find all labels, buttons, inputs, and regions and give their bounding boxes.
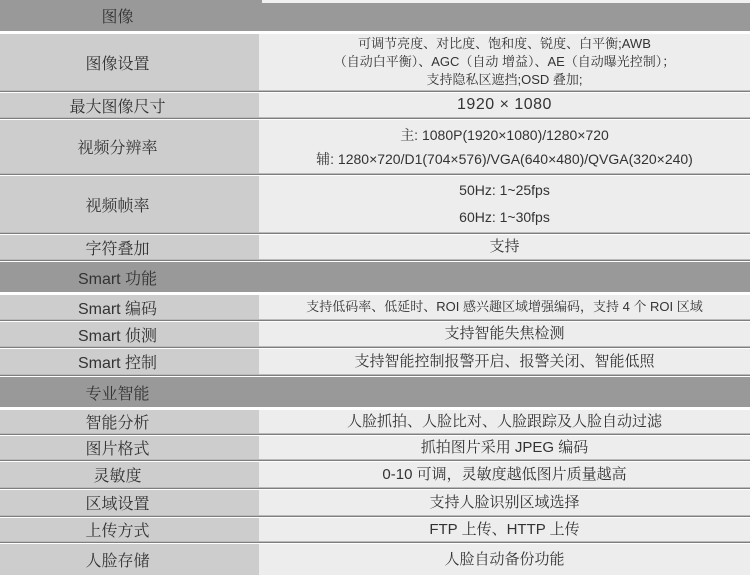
top-edge-highlight <box>262 0 750 3</box>
spec-row-label: 视频帧率 <box>0 176 259 232</box>
spec-value-line: FTP 上传、HTTP 上传 <box>429 520 580 538</box>
spec-value-line: 支持人脸识别区域选择 <box>429 493 580 511</box>
spec-row-label: Smart 侦测 <box>0 322 259 346</box>
spec-row-face-storage <box>0 544 750 575</box>
spec-value-line: 50Hz: 1~25fps <box>459 182 550 198</box>
spec-value-line: 辅: 1280×720/D1(704×576)/VGA(640×480)/QVGA(320×240) <box>316 150 693 167</box>
spec-row-label: 灵敏度 <box>0 462 259 487</box>
spec-row-label: 智能分析 <box>0 410 259 433</box>
spec-row-label: 最大图像尺寸 <box>0 93 259 117</box>
spec-row-image-settings <box>0 34 750 90</box>
spec-row-value <box>259 490 750 515</box>
spec-row-smart-control <box>0 349 750 374</box>
spec-value-line: 可调节亮度、对比度、饱和度、锐度、白平衡;AWB <box>358 36 651 51</box>
spec-row-value <box>259 544 750 575</box>
spec-value-line: 支持智能失焦检测 <box>444 325 565 342</box>
spec-row-label: 字符叠加 <box>0 235 259 259</box>
section-header-label: 图像 <box>101 9 134 26</box>
spec-value-line: 抓拍图片采用 JPEG 编码 <box>420 438 589 456</box>
spec-value-line: 主: 1080P(1920×1080)/1280×720 <box>400 126 609 143</box>
spec-row-smart-encoding <box>0 295 750 319</box>
spec-row-label: Smart 编码 <box>0 295 259 319</box>
spec-row-label: 上传方式 <box>0 518 259 541</box>
spec-row-value <box>259 176 750 232</box>
spec-row-value <box>259 235 750 259</box>
spec-value-line: 支持低码率、低延时、ROI 感兴趣区域增强编码，支持 4 个 ROI 区域 <box>306 299 703 314</box>
spec-value-line: 支持 <box>489 238 520 255</box>
spec-row-value <box>259 34 750 90</box>
section-header-image <box>0 0 750 31</box>
spec-row-label: 区域设置 <box>0 490 259 515</box>
spec-value-line: 支持智能控制报警开启、报警关闭、智能低照 <box>354 352 655 370</box>
spec-row-value <box>259 93 750 117</box>
spec-row-value <box>259 436 750 459</box>
spec-row-video-framerate <box>0 176 750 232</box>
spec-row-value <box>259 410 750 433</box>
section-header-smart <box>0 262 750 292</box>
spec-row-smart-detection <box>0 322 750 346</box>
spec-value-line: （自动白平衡）、AGC（自动 增益）、AE（自动曝光控制）； <box>333 54 676 69</box>
spec-row-intelligent-analysis <box>0 410 750 433</box>
spec-row-value <box>259 322 750 346</box>
spec-row-label: 人脸存储 <box>0 544 259 575</box>
spec-row-label: Smart 控制 <box>0 349 259 374</box>
spec-row-label: 图片格式 <box>0 436 259 459</box>
spec-value-line: 60Hz: 1~30fps <box>459 209 550 225</box>
spec-row-upload-method <box>0 518 750 541</box>
section-header-pro-intelligence <box>0 377 750 407</box>
section-header-label: 专业智能 <box>85 385 150 403</box>
spec-row-value <box>259 295 750 319</box>
spec-value-line: 人脸抓拍、人脸比对、人脸跟踪及人脸自动过滤 <box>346 412 662 430</box>
spec-row-image-format <box>0 436 750 459</box>
spec-row-video-resolution <box>0 120 750 173</box>
spec-row-value <box>259 462 750 487</box>
spec-row-label: 图像设置 <box>0 34 259 90</box>
spec-row-value <box>259 120 750 173</box>
spec-row-value <box>259 349 750 374</box>
spec-row-region-setting <box>0 490 750 515</box>
spec-value-line: 支持隐私区遮挡;OSD 叠加; <box>426 72 583 87</box>
spec-value-line: 0-10 可调，灵敏度越低图片质量越高 <box>382 465 627 483</box>
spec-value-line: 人脸自动备份功能 <box>444 550 565 568</box>
spec-row-label: 视频分辨率 <box>0 120 259 173</box>
section-header-label: Smart 功能 <box>77 270 158 288</box>
spec-value-line: 1920 × 1080 <box>457 96 552 113</box>
spec-row-max-image-size <box>0 93 750 117</box>
spec-row-value <box>259 518 750 541</box>
spec-row-sensitivity <box>0 462 750 487</box>
spec-row-osd-overlay <box>0 235 750 259</box>
